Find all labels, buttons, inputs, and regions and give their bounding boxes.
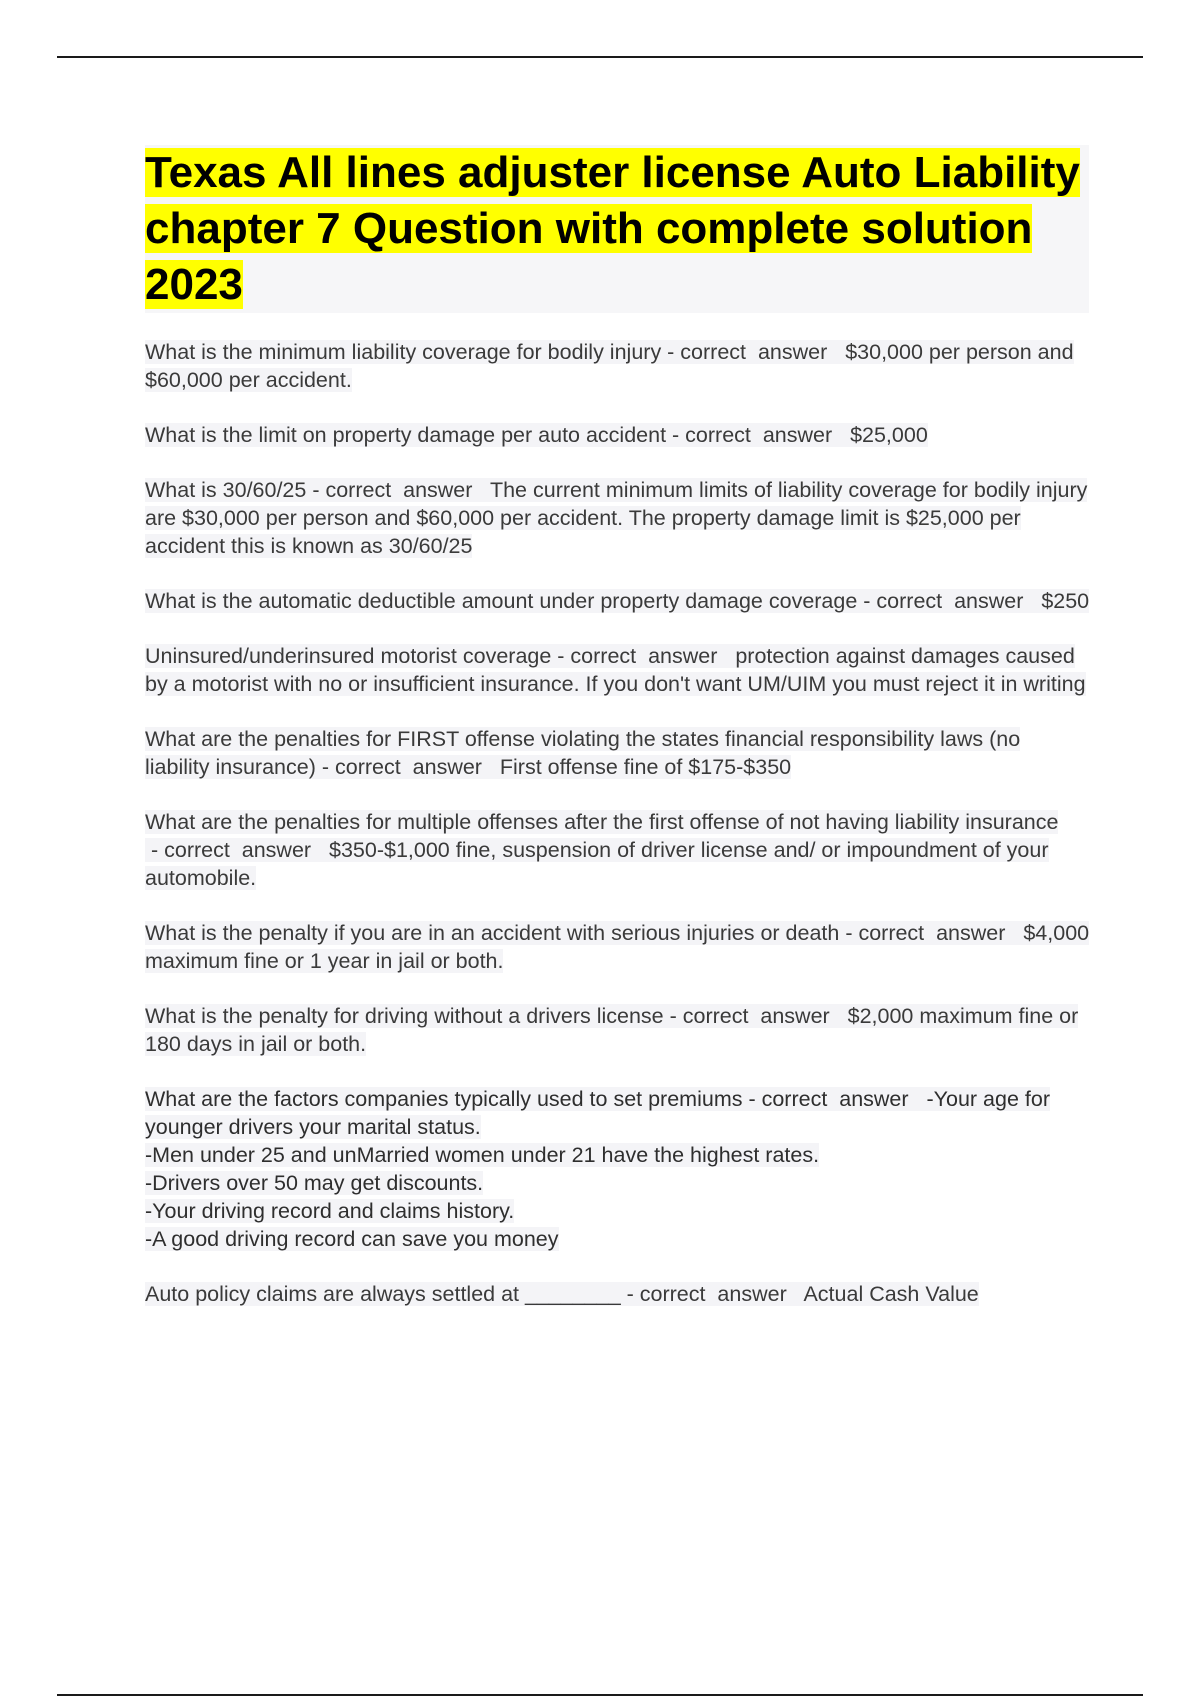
question-text: What is the automatic deductible amount under property damage coverage <box>145 589 858 613</box>
answer-separator: - correct answer <box>315 755 500 779</box>
answer-separator: - correct answer <box>306 478 490 502</box>
qa-item <box>145 642 1090 698</box>
answer-separator: - correct answer <box>839 921 1024 945</box>
qa-item <box>145 808 1090 892</box>
question-text: Auto policy claims are always settled at ________ <box>145 1282 621 1306</box>
answer-line: -Your driving record and claims history. <box>145 1199 515 1223</box>
question-text: What are the factors companies typically used to set premiums <box>145 1087 743 1111</box>
answer-text: The current minimum limits of liability coverage for bodily injury are $30,000 per person and $60,000 per accident. The property damage limit is $25,000 per accident this is known as 30/60/25 <box>145 478 1088 558</box>
question-text: Uninsured/underinsured motorist coverage <box>145 644 552 668</box>
qa-item <box>145 1085 1090 1253</box>
answer-text: $4,000 maximum fine or 1 year in jail or both. <box>145 921 1090 973</box>
document-title <box>145 145 1089 313</box>
answer-separator: - correct answer <box>663 1004 848 1028</box>
answer-line: -A good driving record can save you money <box>145 1227 559 1251</box>
answer-text: protection against damages caused by a motorist with no or insufficient insurance. If you don't want UM/UIM you must reject it in writing <box>145 644 1086 696</box>
question-text: What are the penalties for FIRST offense violating the states financial responsibility laws (no liability insurance) <box>145 727 1021 779</box>
answer-line: -Men under 25 and unMarried women under 21 have the highest rates. <box>145 1143 820 1167</box>
qa-item <box>145 587 1090 615</box>
top-rule <box>57 56 1143 58</box>
answer-text: $30,000 per person and $60,000 per accident. <box>145 340 1074 392</box>
answer-separator: - correct answer <box>551 644 736 668</box>
answer-text: Actual Cash Value <box>803 1282 979 1306</box>
answer-separator: - correct answer <box>620 1282 804 1306</box>
qa-item <box>145 421 1090 449</box>
answer-text: $350-$1,000 fine, suspension of driver license and/ or impoundment of your automobile. <box>145 838 1049 890</box>
qa-item <box>145 725 1090 781</box>
qa-item <box>145 338 1090 394</box>
answer-separator: - correct answer <box>661 340 846 364</box>
qa-item <box>145 476 1090 560</box>
qa-item <box>145 919 1090 975</box>
answer-text: $2,000 maximum fine or 180 days in jail or both. <box>145 1004 1079 1056</box>
question-text: What is the minimum liability coverage for bodily injury <box>145 340 662 364</box>
qa-list <box>145 338 1090 1335</box>
qa-item <box>145 1280 1090 1308</box>
question-text: What is the limit on property damage per auto accident <box>145 423 667 447</box>
question-text: What is 30/60/25 <box>145 478 307 502</box>
question-text: What is the penalty for driving without a drivers license <box>145 1004 664 1028</box>
answer-separator: - correct answer <box>857 589 1042 613</box>
answer-text: $250 <box>1041 589 1090 613</box>
question-text: What are the penalties for multiple offenses after the first offense of not having liability insurance <box>145 810 1059 834</box>
answer-separator: - correct answer <box>145 838 329 862</box>
answer-separator: - correct answer <box>742 1087 927 1111</box>
qa-item <box>145 1002 1090 1058</box>
bottom-rule <box>57 1694 1143 1696</box>
document-title-text: Texas All lines adjuster license Auto Liability chapter 7 Question with complete solution 2023 <box>145 148 1080 309</box>
answer-text: $25,000 <box>850 423 928 447</box>
answer-line: -Drivers over 50 may get discounts. <box>145 1171 484 1195</box>
answer-text: First offense fine of $175-$350 <box>499 755 792 779</box>
answer-separator: - correct answer <box>666 423 851 447</box>
title-block <box>145 145 1089 313</box>
answer-text: -Your age for younger drivers your marital status. <box>145 1087 1050 1139</box>
question-text: What is the penalty if you are in an accident with serious injuries or death <box>145 921 840 945</box>
